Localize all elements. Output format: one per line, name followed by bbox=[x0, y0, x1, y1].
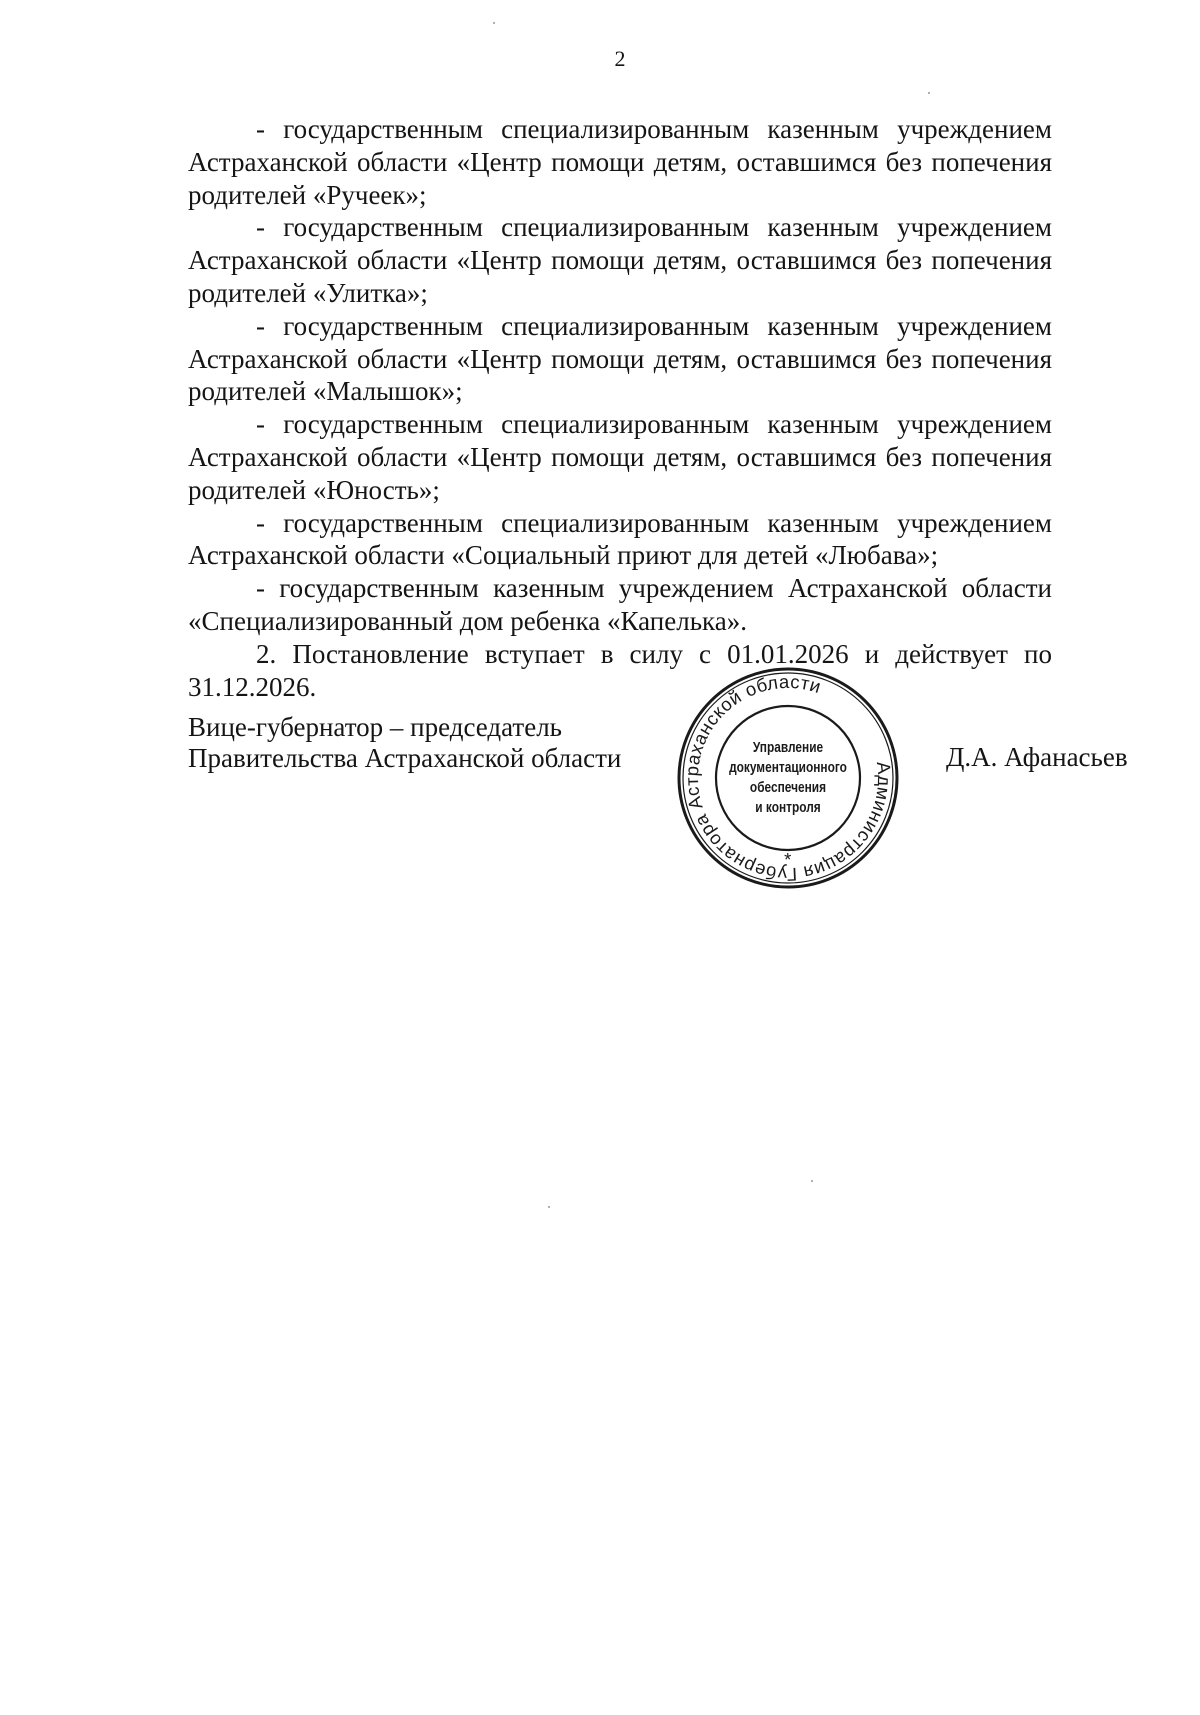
scan-speck bbox=[928, 92, 930, 94]
seal-center-line-1: Управление bbox=[752, 740, 824, 756]
signatory-name: Д.А. Афанасьев bbox=[946, 742, 1128, 772]
seal-center-line-2: документационного bbox=[729, 760, 847, 776]
list-item-yunost: - государственным специализированным казенным учреждением Астраханской области «Центр помощи детям, оставшимся без попечения родителей «Юность»; bbox=[188, 409, 1052, 505]
list-item-kapelka: - государственным казенным учреждением Астраханской области «Специализированный дом ребенка «Капелька». bbox=[188, 573, 1052, 636]
seal-ring-text: Администрация Губернатора Астраханской области bbox=[680, 670, 896, 886]
seal-center-line-4: и контроля bbox=[755, 800, 821, 816]
document-body bbox=[188, 113, 1052, 703]
list-item-lyubava: - государственным специализированным казенным учреждением Астраханской области «Социальный приют для детей «Любава»; bbox=[188, 507, 1052, 571]
list-item-malyshok: - государственным специализированным казенным учреждением Астраханской области «Центр помощи детям, оставшимся без попечения родителей «Малышок»; bbox=[188, 310, 1052, 407]
official-seal bbox=[676, 666, 900, 890]
page-number: 2 bbox=[614, 46, 626, 71]
signatory-title-line-2: Правительства Астраханской области bbox=[188, 743, 622, 773]
effective-date-clause: 2. Постановление вступает в силу с 01.01.2026 и действует по 31.12.2026. bbox=[188, 638, 1052, 702]
seal-center-line-3: обеспечения bbox=[749, 780, 827, 796]
scan-speck bbox=[548, 1206, 550, 1208]
signatory-title bbox=[188, 712, 621, 774]
scan-speck bbox=[811, 1180, 813, 1182]
seal-star: * bbox=[784, 849, 792, 870]
list-item-ulitka: - государственным специализированным казенным учреждением Астраханской области «Центр помощи детям, оставшимся без попечения родителей «Улитка»; bbox=[188, 212, 1052, 308]
seal-center-text bbox=[696, 666, 880, 890]
scan-speck bbox=[493, 22, 495, 24]
signatory-title-line-1: Вице-губернатор – председатель bbox=[188, 712, 562, 742]
list-item-rucheek: - государственным специализированным казенным учреждением Астраханской области «Центр помощи детям, оставшимся без попечения родителей «Ручеек»; bbox=[188, 114, 1052, 210]
